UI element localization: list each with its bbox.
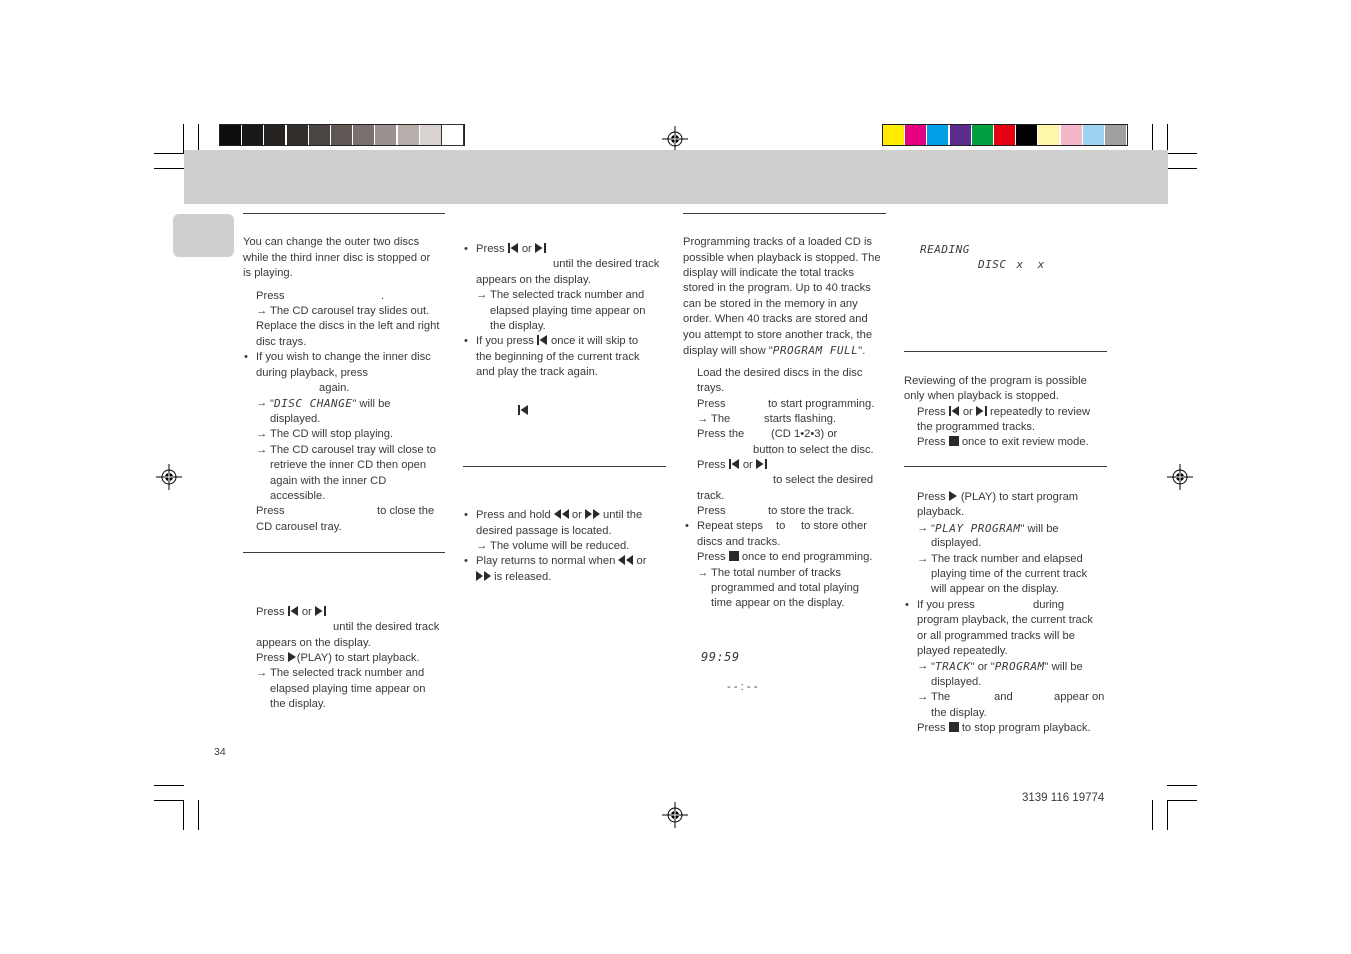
arrow-icon: → (256, 397, 268, 409)
col2-b1-appears: appears on the display. (476, 274, 591, 286)
col3-s7-line: Press once to end programming. (697, 551, 873, 563)
arrow-icon: → (476, 540, 488, 552)
bullet-icon: • (464, 243, 468, 255)
arrow-icon: → (697, 567, 709, 579)
col4-p1-displayed: displayed. (931, 537, 982, 549)
col1-arrow4-line-3: again with the inner CD (270, 475, 387, 487)
fast-forward-icon (476, 571, 491, 581)
col1-arrow4-line-1: The CD carousel tray will close to (270, 444, 437, 456)
gray-swatch (398, 125, 419, 145)
previous-track-icon (288, 606, 299, 616)
gray-swatch (287, 125, 308, 145)
col4-review-line-1: Reviewing of the program is possible (904, 375, 1087, 387)
col4-p1-arrow2-line-3: will appear on the display. (931, 583, 1059, 595)
col3-s2-arrow-post: starts flashing. (764, 413, 837, 425)
col1-bullet1-line-2: during playback, press (256, 367, 368, 379)
color-swatch (905, 125, 926, 145)
col4-track-program-line: "TRACK" or "PROGRAM" will be (931, 660, 1083, 673)
col2-b1-if-line-2: the beginning of the current track (476, 351, 640, 363)
col1-arrow1-line-2: Replace the discs in the left and right (256, 320, 440, 332)
stop-icon (949, 722, 959, 732)
registration-mark-left (156, 464, 182, 490)
col1-disc-change-line: "DISC CHANGE" will be (270, 397, 391, 410)
col4-r1-line-2: the programmed tracks. (917, 421, 1036, 433)
col4-rule-2 (904, 466, 1107, 467)
next-track-icon (535, 243, 546, 253)
gray-swatch (242, 125, 263, 145)
header-band (184, 150, 1168, 204)
registration-mark-right (1167, 464, 1193, 490)
col4-r2-line: Press once to exit review mode. (917, 436, 1089, 448)
bullet-icon: • (464, 555, 468, 567)
arrow-icon: → (476, 289, 488, 301)
color-swatch (1016, 125, 1037, 145)
col1-intro-line-2: while the third inner disc is stopped or (243, 252, 431, 264)
color-swatch (927, 125, 948, 145)
col1-b2-arrow-line-1: The selected track number and (270, 667, 425, 679)
col2-s2-return-line: Play returns to normal when or (476, 555, 647, 567)
play-icon (288, 652, 297, 662)
col4-p2-line-3: or all programmed tracks will be (917, 630, 1075, 642)
bullet-icon: • (464, 335, 468, 347)
col1-b2-arrow-line-3: the display. (270, 698, 326, 710)
col4-p2-arrow2-post: appear on (1054, 691, 1105, 703)
col1-arrow4-line-4: accessible. (270, 490, 326, 502)
col2-b1-until: until the desired track (553, 258, 660, 270)
document-code: 3139 116 19774 (1022, 792, 1105, 804)
col2-b1-if-line: If you press once it will skip to (476, 335, 639, 347)
language-tab (173, 214, 234, 257)
col1-arrow3: The CD will stop playing. (270, 428, 394, 440)
lcd-track: TRACK (934, 660, 971, 673)
col3-s3-mid: (CD 1•2•3) or (771, 428, 838, 440)
color-swatch (994, 125, 1015, 145)
previous-track-icon (949, 406, 960, 416)
arrow-icon: → (697, 413, 709, 425)
col3-s3-pre: Press the (697, 428, 745, 440)
color-swatch (972, 125, 993, 145)
col2-s2-hold-line: Press and hold or until the (476, 509, 643, 521)
col3-s5-tail: to store the track. (768, 505, 855, 517)
col4-rule-1 (904, 351, 1107, 352)
col3-top-rule (683, 213, 886, 214)
gray-swatch (220, 125, 241, 145)
col1-top-rule (243, 213, 445, 214)
col3-s2-arrow-pre: The (711, 413, 731, 425)
col3-s4-line: Press or (697, 458, 767, 473)
col3-intro-line-4: stored in the program. Up to 40 tracks (683, 282, 871, 294)
arrow-icon: → (256, 444, 268, 456)
previous-track-icon (508, 243, 519, 253)
col3-s3-line-2: button to select the disc. (753, 444, 874, 456)
col2-b1-arrow-line-2: elapsed playing time appear on (490, 305, 646, 317)
col3-s2-tail: to start programming. (768, 398, 875, 410)
arrow-icon: → (256, 667, 268, 679)
col1-b2-arrow-line-2: elapsed playing time appear on (270, 683, 426, 695)
col1-arrow4-line-2: retrieve the inner CD then open (270, 459, 427, 471)
col2-b1-press-line: Press or (476, 242, 546, 257)
col3-s4-line-2: track. (697, 490, 725, 502)
col3-s1-line-2: trays. (697, 382, 725, 394)
col3-s6-line-2: discs and tracks. (697, 536, 781, 548)
arrow-icon: → (917, 691, 929, 703)
col4-p2-arrow2-and: and (994, 691, 1013, 703)
previous-track-icon (518, 405, 529, 415)
col1-step1-period: . (381, 290, 385, 302)
lcd-play-program: PLAY PROGRAM (934, 522, 1021, 535)
gray-swatch (264, 125, 285, 145)
registration-mark-top (662, 126, 688, 152)
bullet-icon: • (244, 351, 248, 363)
col1-bullet1-line-1: If you wish to change the inner disc (256, 351, 431, 363)
col3-s6-pre: Repeat steps (697, 520, 763, 532)
stop-icon (949, 436, 959, 446)
col3-intro-line-5: can be stored in the memory in any (683, 298, 858, 310)
col3-s7-arrow-line-3: time appear on the display. (711, 597, 845, 609)
gray-swatch (442, 125, 463, 145)
gray-swatch (420, 125, 441, 145)
registration-mark-bottom (662, 802, 688, 828)
col4-p1-line-2: playback. (917, 506, 965, 518)
col1-intro-line-1: You can change the outer two discs (243, 236, 420, 248)
stop-icon (729, 551, 739, 561)
color-swatch (1038, 125, 1059, 145)
col3-s7-arrow-line-1: The total number of tracks (711, 567, 841, 579)
col4-p1-arrow2-line-1: The track number and elapsed (931, 553, 1083, 565)
col2-s2-hold-line-2: desired passage is located. (476, 525, 612, 537)
col2-b1-arrow-line-1: The selected track number and (490, 289, 645, 301)
col3-s1-line-1: Load the desired discs in the disc (697, 367, 863, 379)
col1-intro-line-3: is playing. (243, 267, 293, 279)
col3-s2-press: Press (697, 398, 726, 410)
gray-swatch (353, 125, 374, 145)
fast-forward-icon (585, 509, 600, 519)
col1-mid-rule (243, 552, 445, 553)
bullet-icon: • (464, 509, 468, 521)
col3-intro-line-2: possible when playback is stopped. The (683, 252, 881, 264)
col4-p2-arrow2-pre: The (931, 691, 951, 703)
col4-review-line-2: only when playback is stopped. (904, 390, 1059, 402)
lcd-program: PROGRAM (994, 660, 1045, 673)
color-swatch (1105, 125, 1126, 145)
col4-p1-line: Press (PLAY) to start program (917, 491, 1079, 503)
col1-b2-play-line: Press (PLAY) to start playback. (256, 652, 420, 664)
arrow-icon: → (917, 660, 929, 672)
col2-s2-arrow: The volume will be reduced. (490, 540, 630, 552)
lcd-dash-display: - - : - - (727, 681, 758, 693)
lcd-disc-line: DISC x x (978, 258, 1045, 271)
previous-track-icon (537, 335, 548, 345)
color-swatch (1061, 125, 1082, 145)
col1-b2-appears: appears on the display. (256, 637, 371, 649)
col3-intro-line-7: you attempt to store another track, the (683, 329, 873, 341)
col4-r1-line: Press or repeatedly to review (917, 406, 1091, 418)
gray-swatch (331, 125, 352, 145)
col2-mid-rule (463, 466, 666, 467)
col2-b1-if-line-3: and play the track again. (476, 366, 598, 378)
gray-swatch (375, 125, 396, 145)
col1-again: again. (319, 382, 350, 394)
next-track-icon (756, 459, 767, 469)
col1-step2-tail: to close the (377, 505, 435, 517)
lcd-reading: READING (920, 243, 970, 256)
col4-p2-arrow2-line-2: the display. (931, 707, 987, 719)
lcd-disc: DISC (978, 258, 1007, 271)
arrow-icon: → (256, 305, 268, 317)
lcd-program-full: PROGRAM FULL (772, 344, 859, 357)
col3-s4-tail: to select the desired (773, 474, 874, 486)
col4-p2-displayed: displayed. (931, 676, 982, 688)
col4-p2-mid: during (1033, 599, 1065, 611)
col1-step2-press: Press (256, 505, 285, 517)
col4-p3-line: Press to stop program playback. (917, 722, 1091, 734)
bullet-icon: • (905, 599, 909, 611)
arrow-icon: → (256, 428, 268, 440)
color-swatch (883, 125, 904, 145)
rewind-icon (554, 509, 569, 519)
col3-s6-post: to store other (801, 520, 867, 532)
col2-s2-return-line-2: is released. (476, 570, 551, 585)
col4-p2-line-4: played repeatedly. (917, 645, 1008, 657)
col1-step2-line-2: CD carousel tray. (256, 521, 342, 533)
col3-s5-press: Press (697, 505, 726, 517)
next-track-icon (976, 406, 987, 416)
col3-intro-line-3: display will indicate the total tracks (683, 267, 854, 279)
col1-b2-press-line: Press or (256, 605, 326, 620)
gray-swatch (309, 125, 330, 145)
col1-displayed: displayed. (270, 413, 321, 425)
col1-step1-press: Press (256, 290, 285, 302)
play-icon (949, 491, 958, 501)
col1-b2-until: until the desired track (333, 621, 440, 633)
col1-arrow1-line-1: The CD carousel tray slides out. (270, 305, 430, 317)
rewind-icon (618, 555, 633, 565)
col3-intro-line-8: display will show "PROGRAM FULL". (683, 344, 866, 357)
arrow-icon: → (917, 553, 929, 565)
col3-s6-to: to (776, 520, 786, 532)
lcd-disc-change: DISC CHANGE (273, 397, 353, 410)
col3-s7-arrow-line-2: programmed and total playing (711, 582, 860, 594)
col1-arrow1-line-3: disc trays. (256, 336, 307, 348)
col4-play-program-line: "PLAY PROGRAM" will be (931, 522, 1059, 535)
bullet-icon: • (685, 520, 689, 532)
color-swatch (1083, 125, 1104, 145)
previous-track-icon (729, 459, 740, 469)
next-track-icon (315, 606, 326, 616)
col4-p2-pre: If you press (917, 599, 975, 611)
col4-p1-arrow2-line-2: playing time of the current track (931, 568, 1088, 580)
col3-intro-line-6: order. When 40 tracks are stored and (683, 313, 868, 325)
lcd-time-display: 99:59 (701, 650, 740, 664)
arrow-icon: → (917, 522, 929, 534)
col2-b1-arrow-line-3: the display. (490, 320, 546, 332)
col3-intro-line-1: Programming tracks of a loaded CD is (683, 236, 873, 248)
col4-p2-line-2: program playback, the current track (917, 614, 1093, 626)
page-number: 34 (214, 746, 226, 758)
color-swatch (950, 125, 971, 145)
